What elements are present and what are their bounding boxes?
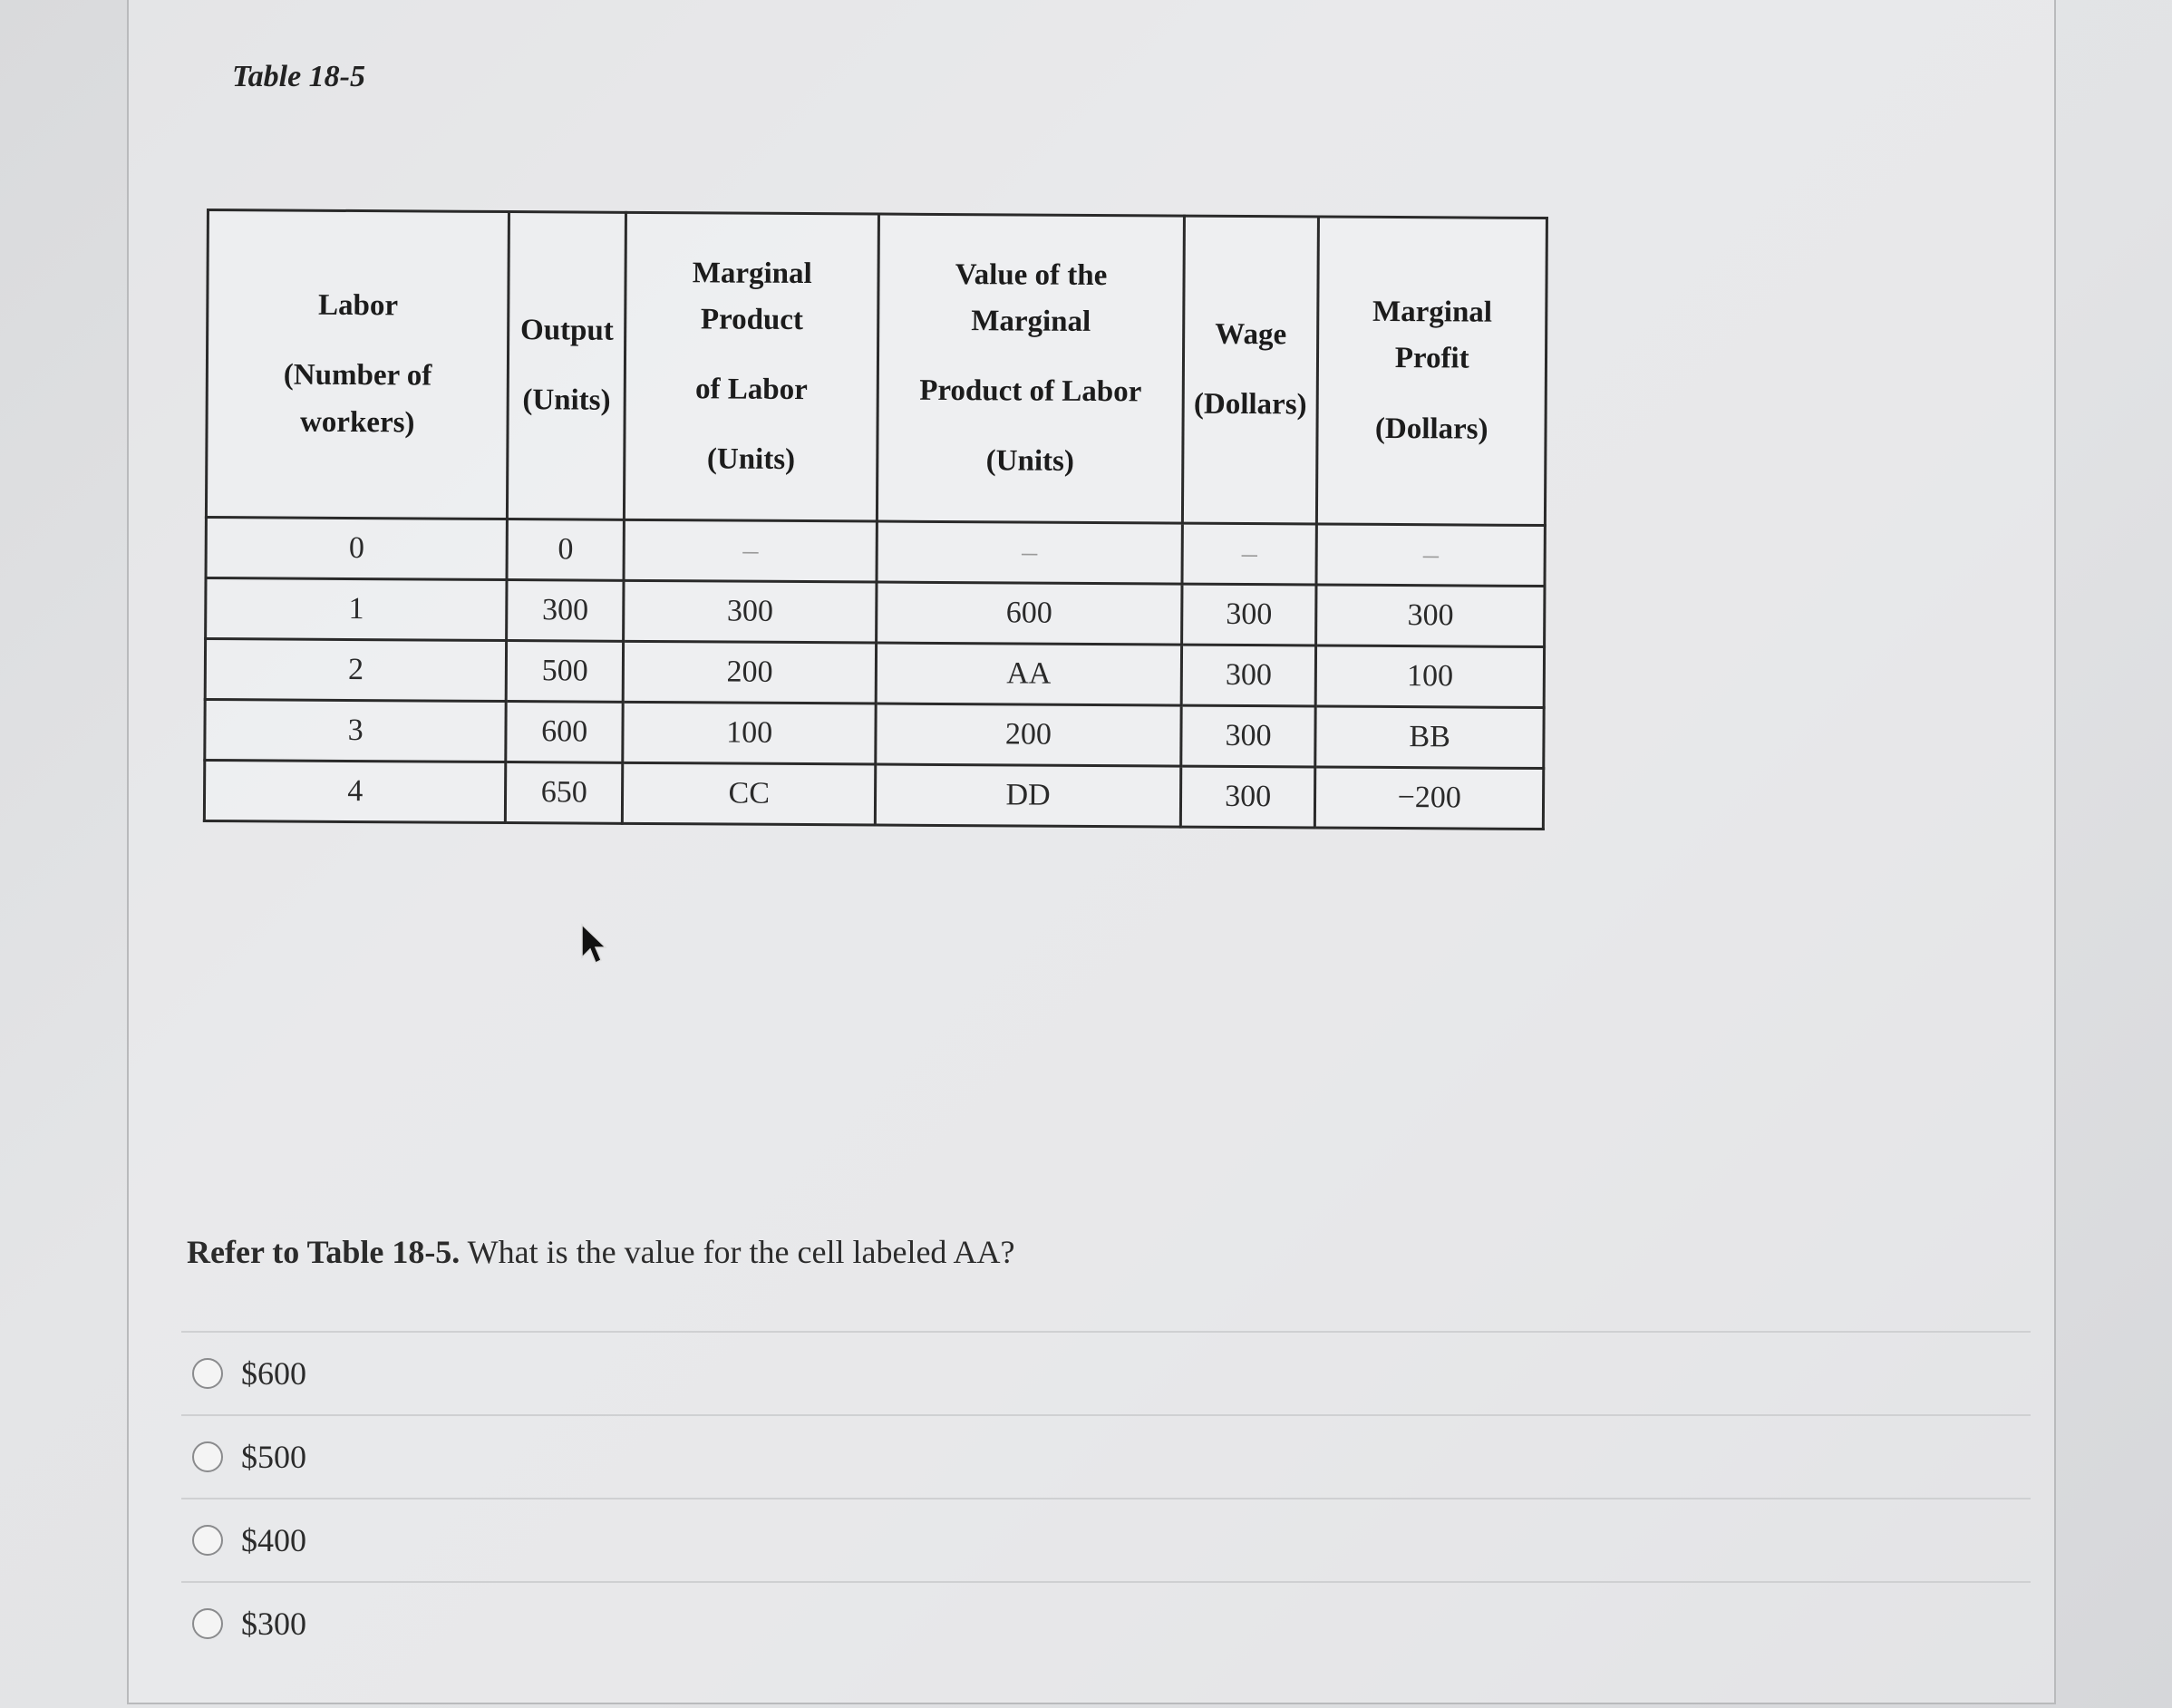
question-text [187, 1233, 1014, 1271]
table-cell: 0 [507, 519, 624, 581]
table-cell: – [877, 521, 1182, 584]
header-labor-line-1: Labor [317, 289, 399, 323]
radio-button-icon[interactable] [192, 1525, 223, 1556]
table-cell: – [624, 519, 878, 582]
table-cell: 300 [1181, 645, 1316, 706]
header-output-line-1: Output [519, 313, 614, 347]
table-cell-dd: DD [876, 764, 1181, 827]
table-cell-aa: AA [876, 643, 1181, 705]
table-title: Table 18-5 [232, 60, 366, 93]
table-row [205, 699, 1544, 768]
table-cell: 200 [876, 704, 1181, 766]
table-cell: −200 [1315, 767, 1544, 830]
table-cell: 300 [624, 580, 878, 643]
table-cell: 100 [623, 702, 877, 764]
header-mpl-line-3: of Labor [695, 373, 808, 407]
table-cell: 650 [506, 762, 623, 824]
header-mpl [625, 212, 879, 521]
header-mpl-line-2: Product [700, 303, 804, 336]
radio-button-icon[interactable] [192, 1441, 223, 1472]
mouse-cursor-icon [580, 923, 607, 966]
answer-option-300[interactable] [181, 1581, 2031, 1664]
table-cell: – [1182, 523, 1317, 585]
table-cell: 300 [1316, 585, 1545, 647]
header-labor-line-2: (Number of [283, 358, 432, 393]
table-cell: 200 [623, 641, 877, 704]
header-output [508, 212, 626, 520]
table-cell: 600 [877, 582, 1182, 645]
question-body: What is the value for the cell labeled AA? [460, 1234, 1015, 1270]
table-cell: 1 [206, 578, 508, 641]
table-cell-cc: CC [622, 762, 876, 825]
header-profit-line-3: (Dollars) [1374, 412, 1488, 446]
table-row [206, 578, 1545, 647]
radio-button-icon[interactable] [192, 1608, 223, 1639]
table-cell: 300 [507, 580, 624, 642]
header-wage-line-1: Wage [1215, 317, 1287, 352]
header-vmpl-line-2: Marginal [971, 305, 1091, 338]
header-vmpl-line-3: Product of Labor [919, 374, 1142, 409]
table-cell: 2 [205, 639, 507, 702]
answer-option-600[interactable] [181, 1331, 2031, 1414]
table-cell: 300 [1180, 705, 1315, 767]
header-profit-line-1: Marginal [1372, 296, 1493, 329]
table-cell: 100 [1316, 645, 1545, 708]
answer-options [181, 1331, 2031, 1664]
labor-table [203, 209, 1548, 830]
header-output-line-2: (Units) [522, 383, 611, 417]
answer-option-400[interactable] [181, 1498, 2031, 1581]
header-labor [206, 210, 509, 519]
header-profit-line-2: Profit [1394, 342, 1469, 375]
option-label: $300 [241, 1606, 306, 1642]
question-ref: Refer to Table 18-5. [187, 1234, 461, 1270]
table-cell: – [1316, 524, 1545, 587]
table-cell: 3 [205, 699, 507, 762]
table-cell: 500 [507, 641, 624, 703]
header-wage [1182, 216, 1319, 524]
option-label: $400 [241, 1522, 306, 1558]
table-row [205, 639, 1544, 708]
table-row [206, 518, 1545, 587]
table-cell: 300 [1181, 584, 1316, 645]
table-cell: 0 [206, 518, 508, 580]
table-cell-bb: BB [1315, 706, 1544, 769]
header-labor-line-3: workers) [299, 405, 415, 439]
table-cell: 600 [506, 702, 623, 763]
header-vmpl-line-4: (Units) [985, 444, 1075, 478]
option-label: $600 [241, 1355, 306, 1392]
table-cell: 300 [1180, 766, 1315, 828]
table-row [204, 760, 1543, 829]
header-marginal-profit [1317, 217, 1547, 526]
table-cell: 4 [204, 760, 506, 822]
header-wage-line-2: (Dollars) [1193, 387, 1307, 422]
answer-option-500[interactable] [181, 1414, 2031, 1498]
header-vmpl [878, 214, 1185, 523]
radio-button-icon[interactable] [192, 1358, 223, 1389]
header-vmpl-line-1: Value of the [955, 257, 1108, 292]
option-label: $500 [241, 1439, 306, 1475]
header-mpl-line-4: (Units) [706, 442, 796, 477]
header-mpl-line-1: Marginal [692, 256, 812, 290]
table-header-row [206, 210, 1547, 526]
